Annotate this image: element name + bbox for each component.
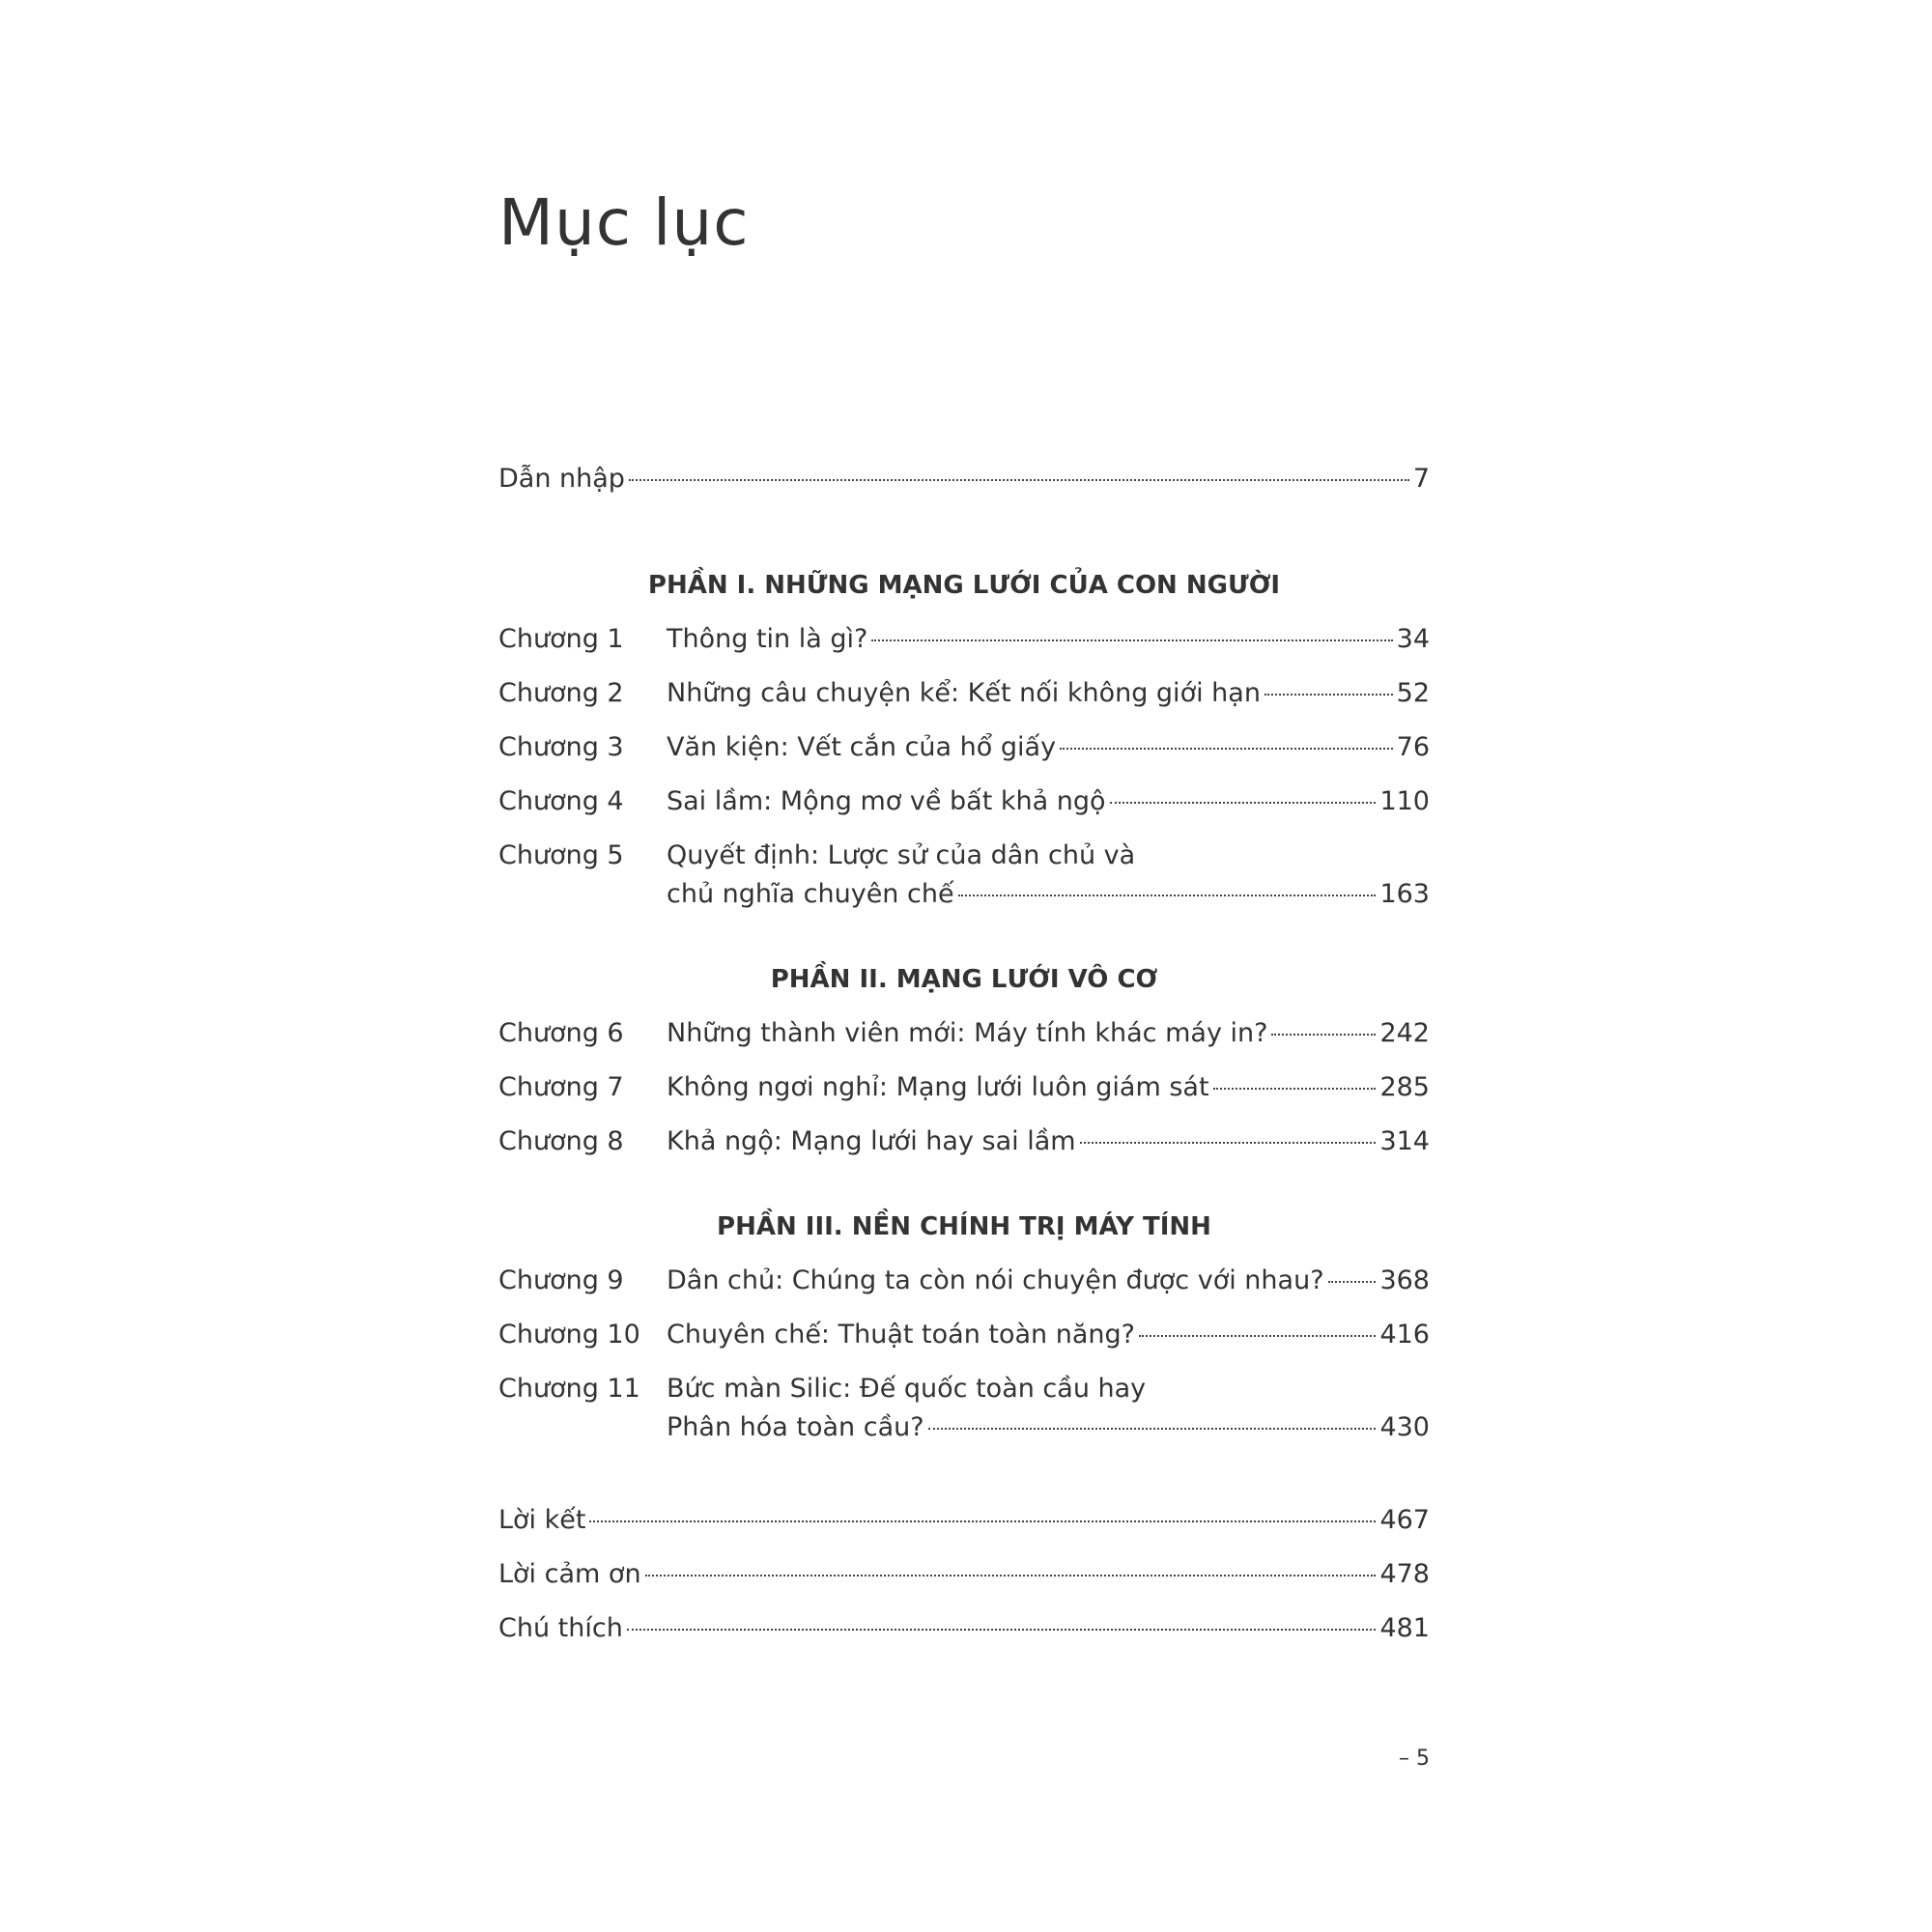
dot-leader	[645, 1575, 1377, 1577]
toc-entry-title: Lời kết	[498, 1505, 586, 1535]
toc-entry-title-line-2: chủ nghĩa chuyên chế	[667, 879, 954, 909]
toc-entry-title: Những thành viên mới: Máy tính khác máy in?	[667, 1018, 1268, 1048]
part-heading-3: PHẦN III. NỀN CHÍNH TRỊ MÁY TÍNH	[717, 1212, 1211, 1241]
toc-page-number: 478	[1379, 1559, 1430, 1589]
toc-entry-title-line-2: Phân hóa toàn cầu?	[667, 1412, 924, 1442]
toc-entry-chapter-9[interactable]	[498, 1262, 1430, 1300]
toc-entry-title: Dân chủ: Chúng ta còn nói chuyện được với nhau?	[667, 1265, 1324, 1295]
toc-entry-chapter-3[interactable]	[498, 728, 1430, 767]
toc-entry-title: Khả ngộ: Mạng lưới hay sai lầm	[667, 1126, 1076, 1156]
toc-entry-chapter-8[interactable]	[498, 1122, 1430, 1161]
toc-page-number: 314	[1379, 1126, 1430, 1156]
toc-page-number: 163	[1379, 879, 1430, 909]
toc-page-number: 7	[1412, 464, 1430, 494]
toc-page-number: 76	[1396, 732, 1430, 762]
part-heading-1: PHẦN I. NHỮNG MẠNG LƯỚI CỦA CON NGƯỜI	[647, 571, 1281, 600]
toc-entry-intro[interactable]	[498, 460, 1430, 498]
chapter-label: Chương 5	[498, 840, 624, 870]
page-title: Mục lục	[498, 185, 750, 260]
toc-page-number: 467	[1379, 1505, 1430, 1535]
dot-leader	[1328, 1281, 1377, 1283]
dot-leader	[1139, 1335, 1376, 1337]
toc-entry-title-line-1: Quyết định: Lược sử của dân chủ và	[667, 840, 1136, 870]
chapter-label: Chương 8	[498, 1126, 624, 1156]
dot-leader	[1110, 802, 1377, 804]
toc-page-number: 110	[1379, 786, 1430, 816]
dot-leader	[1080, 1142, 1377, 1144]
table-of-contents	[498, 460, 1430, 1648]
dot-leader	[1060, 748, 1393, 750]
toc-page-number: 52	[1396, 678, 1430, 708]
toc-entry-title-line-1: Bức màn Silic: Đế quốc toàn cầu hay	[667, 1374, 1147, 1404]
toc-entry-title: Lời cảm ơn	[498, 1559, 641, 1589]
chapter-label: Chương 9	[498, 1265, 624, 1295]
toc-entry-title: Những câu chuyện kể: Kết nối không giới hạn	[667, 678, 1261, 708]
chapter-label: Chương 7	[498, 1072, 624, 1102]
toc-entry-title: Thông tin là gì?	[667, 624, 868, 654]
toc-entry-chapter-7[interactable]	[498, 1068, 1430, 1107]
toc-entry-chapter-11[interactable]	[498, 1370, 1430, 1447]
toc-page-number: 481	[1379, 1613, 1430, 1643]
part-heading-2: PHẦN II. MẠNG LƯỚI VÔ CƠ	[770, 965, 1158, 994]
toc-entry-title: Chuyên chế: Thuật toán toàn năng?	[667, 1320, 1135, 1350]
toc-page-number: 34	[1396, 624, 1430, 654]
chapter-label: Chương 11	[498, 1374, 640, 1404]
dot-leader	[958, 895, 1377, 896]
chapter-label: Chương 10	[498, 1320, 640, 1350]
dot-leader	[1271, 1034, 1376, 1036]
dot-leader	[928, 1428, 1377, 1430]
toc-entry-back-3[interactable]	[498, 1609, 1430, 1648]
chapter-label: Chương 4	[498, 786, 624, 816]
toc-entry-title: Văn kiện: Vết cắn của hổ giấy	[667, 732, 1057, 762]
toc-entry-back-1[interactable]	[498, 1501, 1430, 1540]
toc-entry-back-2[interactable]	[498, 1555, 1430, 1594]
dot-leader	[629, 479, 1409, 481]
dot-leader	[1213, 1088, 1377, 1090]
toc-page-number: 416	[1379, 1320, 1430, 1350]
dot-leader	[1264, 694, 1393, 696]
toc-entry-chapter-4[interactable]	[498, 782, 1430, 821]
toc-entry-chapter-5[interactable]	[498, 837, 1430, 914]
toc-entry-chapter-6[interactable]	[498, 1014, 1430, 1053]
toc-page-number: 242	[1379, 1018, 1430, 1048]
chapter-label: Chương 2	[498, 678, 624, 708]
toc-entry-chapter-10[interactable]	[498, 1316, 1430, 1354]
toc-entry-title: Sai lầm: Mộng mơ về bất khả ngộ	[667, 786, 1106, 816]
toc-page-number: 430	[1379, 1412, 1430, 1442]
toc-entry-chapter-2[interactable]	[498, 674, 1430, 713]
dot-leader	[871, 639, 1392, 641]
toc-entry-title: Dẫn nhập	[498, 464, 625, 494]
chapter-label: Chương 1	[498, 624, 624, 654]
toc-entry-title: Không ngơi nghỉ: Mạng lưới luôn giám sát	[667, 1072, 1209, 1102]
toc-page-number: 368	[1379, 1265, 1430, 1295]
chapter-label: Chương 3	[498, 732, 624, 762]
toc-page-number: 285	[1379, 1072, 1430, 1102]
toc-entry-chapter-1[interactable]	[498, 620, 1430, 659]
page-number: – 5	[1399, 1747, 1430, 1771]
dot-leader	[589, 1520, 1376, 1522]
chapter-label: Chương 6	[498, 1018, 624, 1048]
toc-entry-title: Chú thích	[498, 1613, 623, 1643]
dot-leader	[627, 1629, 1377, 1631]
